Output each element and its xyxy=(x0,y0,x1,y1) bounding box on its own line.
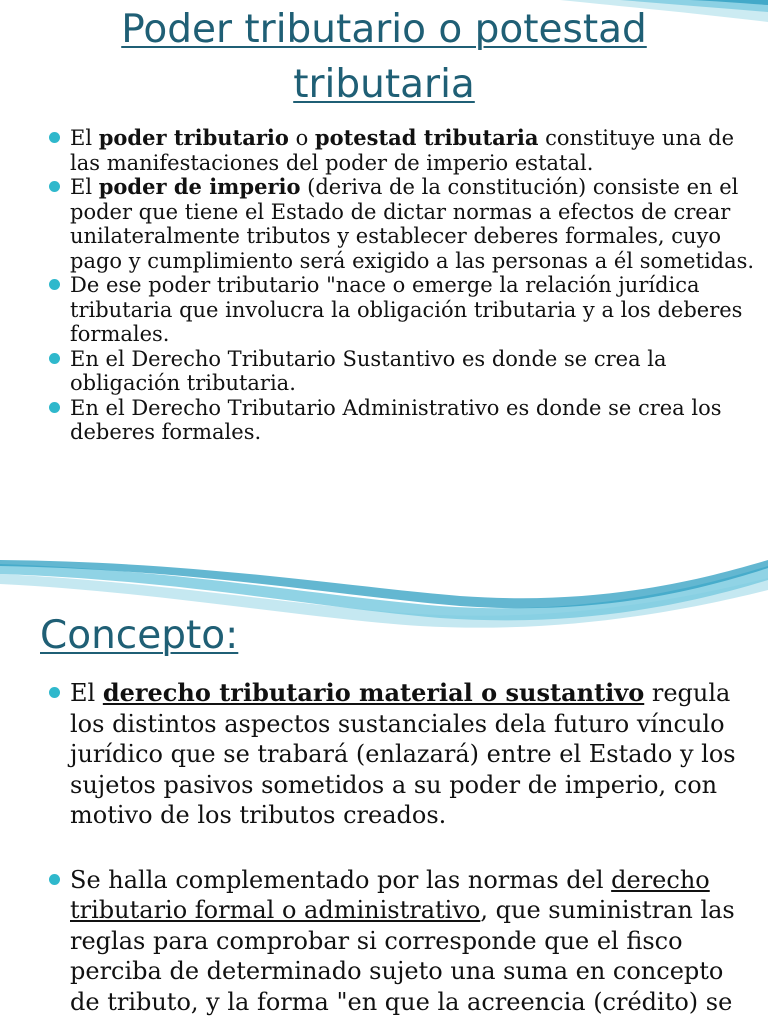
text-run: El xyxy=(70,679,103,707)
list-item xyxy=(70,396,755,445)
list-item xyxy=(70,865,760,1018)
list-item xyxy=(70,678,760,831)
text-run: En el Derecho Tributario Administrativo es donde se crea los deberes formales. xyxy=(70,395,722,444)
bullet-icon xyxy=(49,874,60,885)
text-run: constituye una de las manifestaciones del poder de imperio estatal. xyxy=(70,126,735,175)
bullet-icon xyxy=(49,402,60,413)
text-run: El xyxy=(70,175,99,199)
slide-1-title xyxy=(0,2,768,112)
text-run: Se halla complementado por las normas del xyxy=(70,865,612,894)
text-run: De ese poder tributario "nace o emerge la relación jurídica tributaria que involucra la obligación tributaria y a los deberes formales. xyxy=(70,273,743,346)
bullet-icon xyxy=(49,181,60,192)
list-item xyxy=(70,175,755,273)
bold-term: poder de imperio xyxy=(98,174,301,199)
bullet-icon xyxy=(49,353,60,364)
underlined-term: derecho tributario formal o administrativo xyxy=(70,865,710,924)
bullet-icon xyxy=(49,687,60,698)
list-item xyxy=(70,126,755,175)
bullet-icon xyxy=(49,279,60,290)
list-item xyxy=(70,273,755,347)
text-run: En el Derecho Tributario Sustantivo es donde se crea la obligación tributaria. xyxy=(70,346,667,395)
slide-1-title-line-1: Poder tributario o potestad xyxy=(121,7,647,52)
slide-2-title: Concepto: xyxy=(40,613,239,658)
underlined-term: derecho tributario material o sustantivo xyxy=(102,678,645,707)
slide-2-bullet-list xyxy=(70,678,760,1017)
bold-term: poder tributario xyxy=(98,125,289,150)
bold-term: potestad tributaria xyxy=(314,125,539,150)
bullet-icon xyxy=(49,132,60,143)
text-run: regula los distintos aspectos sustanciales dela futuro vínculo jurídico que se trabará (enlazará) entre el Estado y los sujetos pasivos sometidos a su poder de imperio, con motivo de los tributos creados. xyxy=(70,679,736,829)
text-run: , que suministran las reglas para comprobar si corresponde que el fisco perciba de determinado sujeto una suma en concepto de tributo, y la forma "en que la acreencia (crédito) se xyxy=(70,896,735,1016)
text-run: (deriva de la constitución) consiste en el poder que tiene el Estado de dictar normas a efectos de crear unilateralmente tributos y establecer deberes formales, cuyo pago y cumplimiento será exigido a las personas a él sometidas. xyxy=(70,175,755,273)
text-run: El xyxy=(70,126,99,150)
slide-1-title-line-2: tributaria xyxy=(293,62,475,107)
text-run: o xyxy=(288,126,315,150)
list-item xyxy=(70,347,755,396)
slide-1-bullet-list xyxy=(70,126,755,445)
